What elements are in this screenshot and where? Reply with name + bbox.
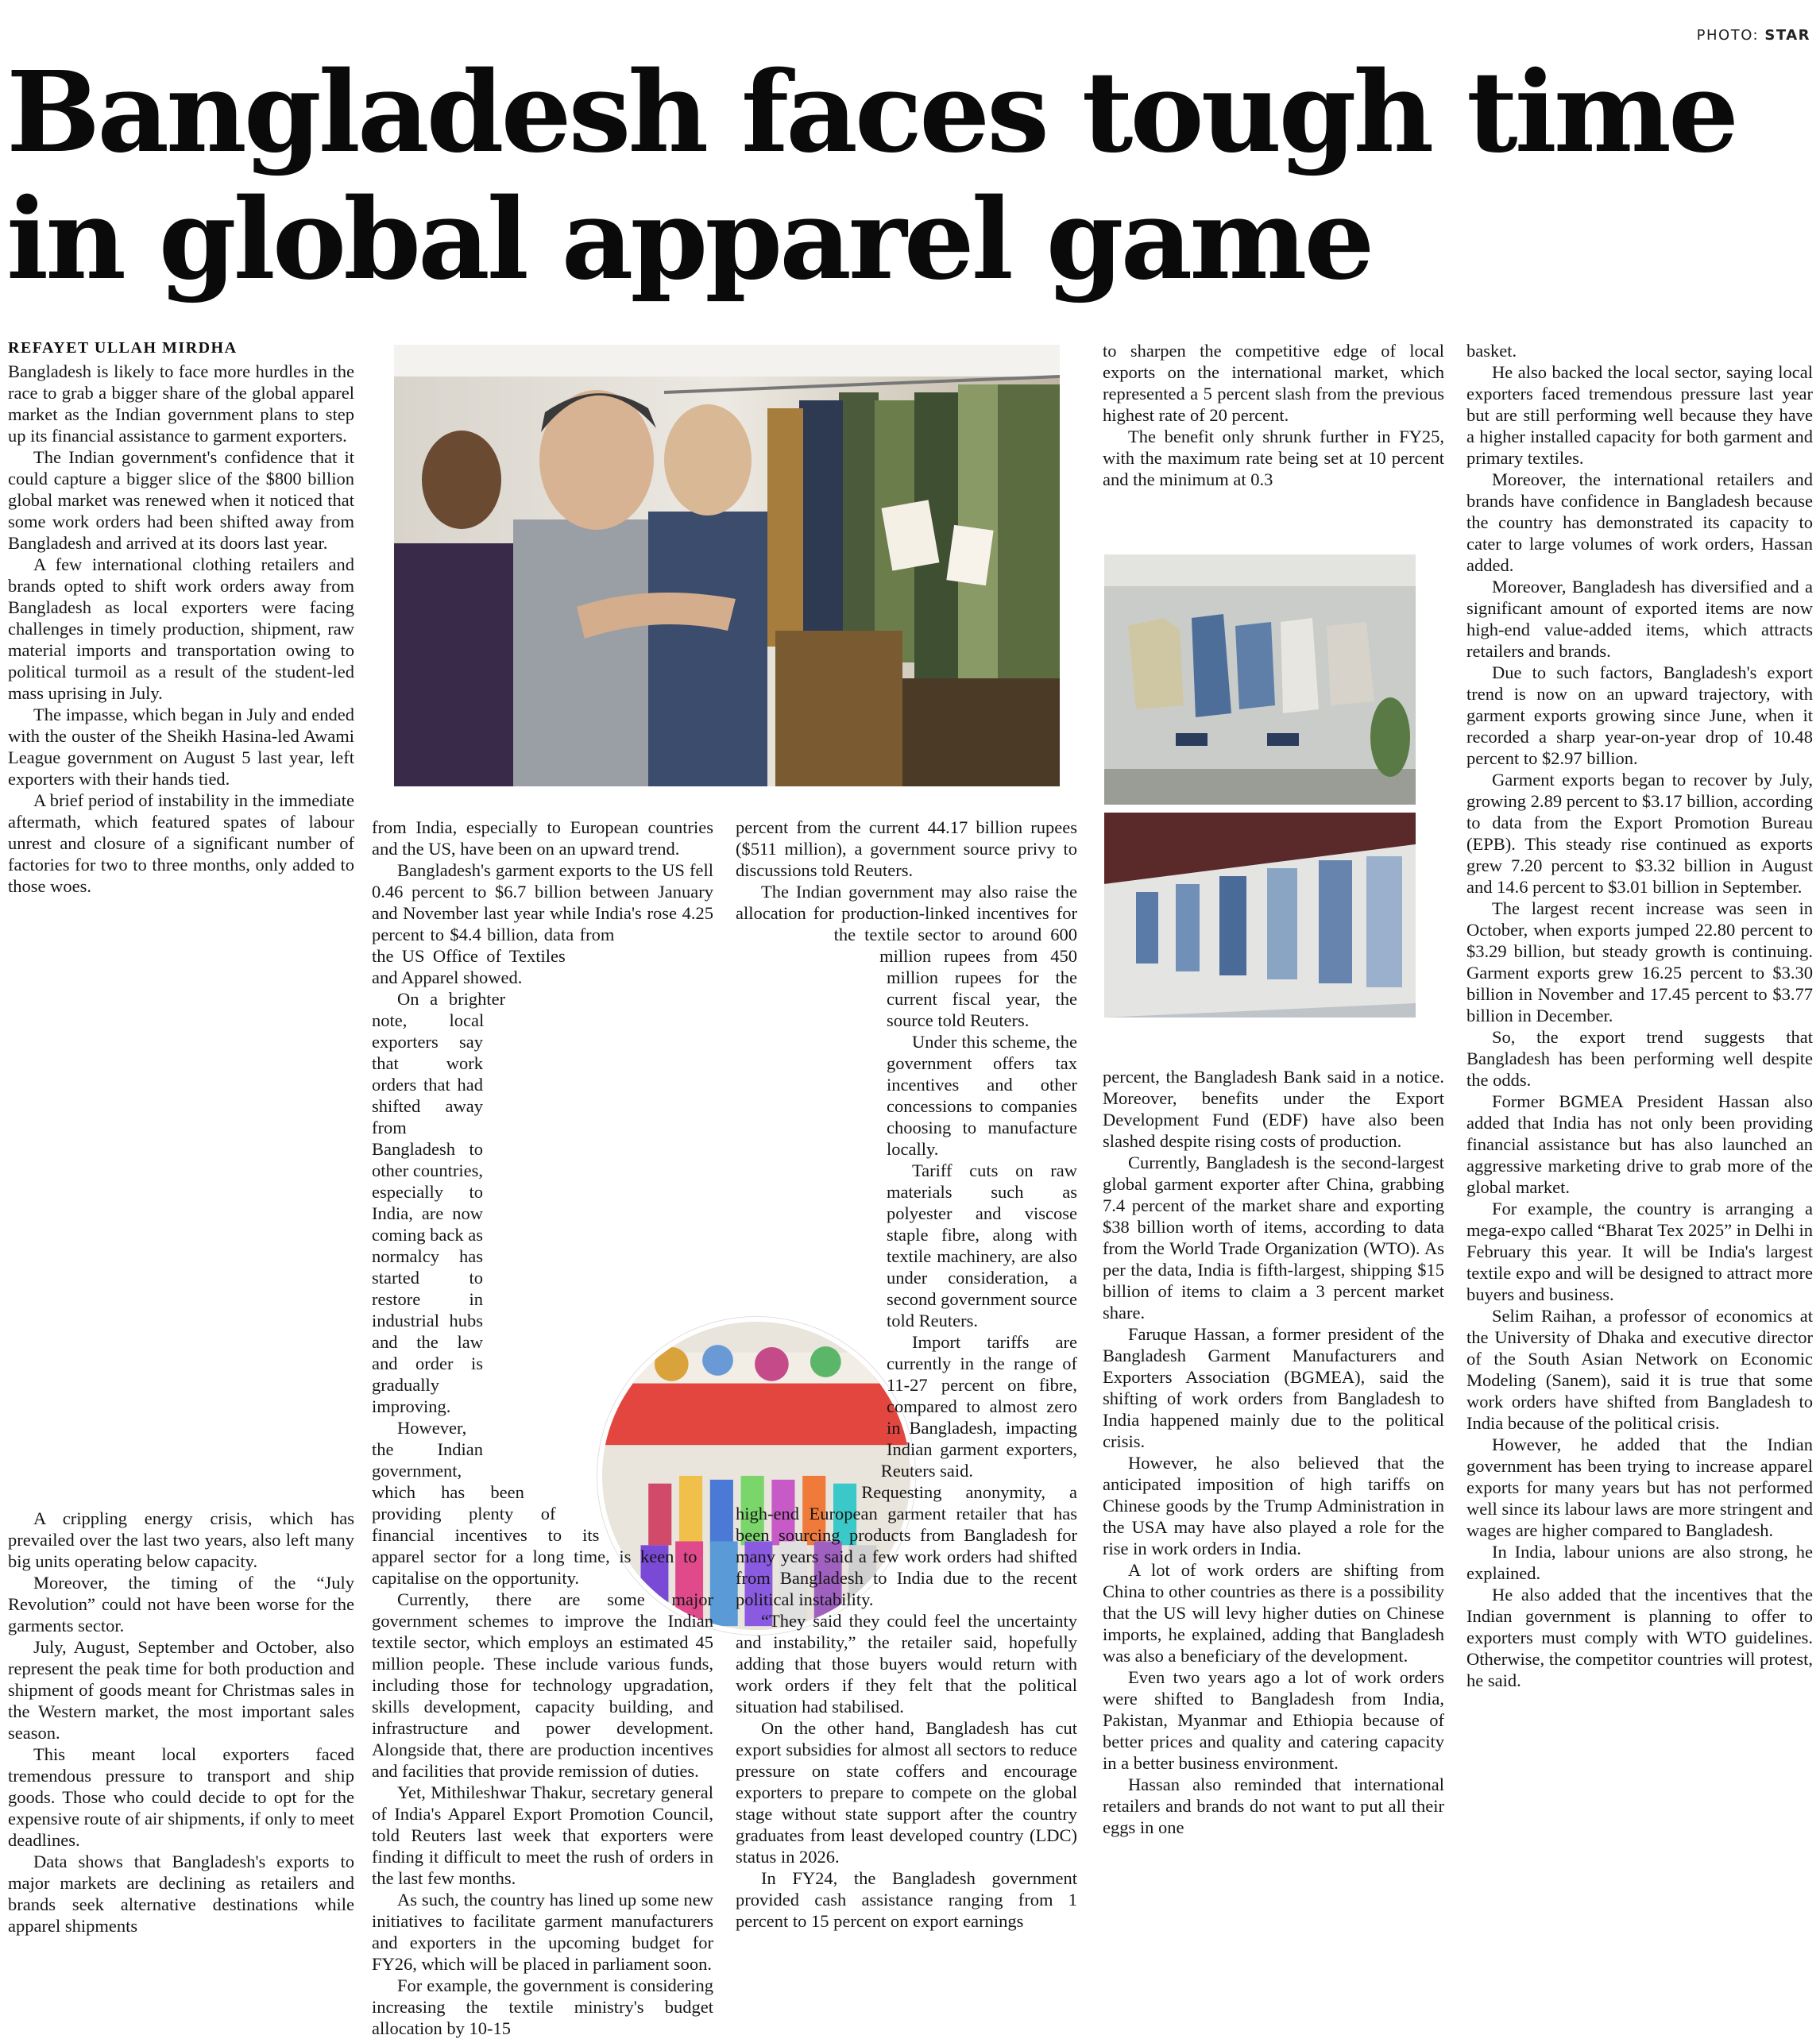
paragraph: Currently, there are some major government schemes to improve the Indian textile sector, which employs an estimated 45 million people. These include various funds, including those for technology upgradation, skills development, capacity building, and infrastructure and power development. Alongside that, there are production incentives and facilities that provide remission of duties. [372,1589,713,1781]
paragraph: For example, the country is arranging a mega-expo called “Bharat Tex 2025” in Delhi in February this year. It will be India's largest textile expo and will be designed to attract more buyers and business. [1466,1199,1813,1304]
paragraph: Moreover, the timing of the “July Revolution” could not have been worse for the garments sector. [8,1573,354,1635]
paragraph: He also added that the incentives that the Indian government is planning to offer to exporters must comply with WTO guidelines. Otherwise, the competitor countries will protest, he said. [1466,1585,1813,1690]
paragraph: Due to such factors, Bangladesh's export trend is now on an upward trajectory, with garment exports growing since June, when it recorded a sharp year-on-year drop of 10.48 percent to $2.97 billion. [1466,662,1813,768]
paragraph: A crippling energy crisis, which has prevailed over the last two years, also left many big units operating below capacity. [8,1508,354,1571]
paragraph: A few international clothing retailers and brands opted to shift work orders away from Bangladesh as local exporters were facing challenges in timely production, shipment, raw material imports and transportation owing to political turmoil as a result of the student-led mass uprising in July. [8,554,354,703]
paragraph: A lot of work orders are shifting from China to other countries as there is a possibility that the US will levy higher duties on Chinese imports, he explained, adding that Bangladesh was also a beneficiary of the development. [1103,1560,1444,1666]
photo-credit: PHOTO: STAR [1696,27,1810,44]
exhibition-photo-garments [1104,554,1416,805]
paragraph: July, August, September and October, also represent the peak time for both production and shipment of goods meant for Christmas sales in the Western market, the most important sales season. [8,1637,354,1743]
paragraph: Tariff cuts on raw materials such as polyester and viscose staple fibre, along with textile machinery, are also under consideration, a second government source told Reuters. [887,1160,1077,1330]
column-5 [1466,340,1813,1691]
column-2 [372,817,713,2039]
paragraph: The Indian government may also raise the allocation for production-linked incentives for the textile sector to around 600 million rupees from 450 million rupees for the current fiscal year, the source told Reuters. [736,882,1077,1030]
paragraph: On the other hand, Bangladesh has cut export subsidies for almost all sectors to reduce pressure on state coffers and encourage exporters to prepare to compete on the global stage without state support after the country graduates from least developed country (LDC) status in 2026. [736,1718,1077,1867]
column-1-top [8,361,354,897]
paragraph: percent, the Bangladesh Bank said in a notice. Moreover, benefits under the Export Development Fund (EDF) have also been slashed despite rising costs of production. [1103,1067,1444,1151]
paragraph: For example, the government is considering increasing the textile ministry's budget allocation by 10-15 [372,1975,713,2038]
paragraph: In India, labour unions are also strong, he explained. [1466,1542,1813,1583]
exhibition-photo-jeans [1104,813,1416,1018]
paragraph: On a brighter note, local exporters say that work orders that had shifted away from Bangladesh to other countries, especially to India, are now coming back as normalcy has started to restore in industrial hubs and the law and order is gradually improving. [372,989,506,1416]
paragraph: So, the export trend suggests that Bangladesh has been performing well despite the odds. [1466,1027,1813,1090]
paragraph: Requesting anonymity, a high-end European garment retailer that has been sourcing products from Bangladesh for many years said a few work orders had shifted from Bangladesh to India due to the recent political instability. [736,1482,1077,1609]
headline: Bangladesh faces tough time in global apparel game [6,48,1737,305]
paragraph: Selim Raihan, a professor of economics at the University of Dhaka and executive director of the South Asian Network on Economic Modeling (Sanem), said it is true that some work orders have shifted from Bangladesh to India because of the political crisis. [1466,1306,1813,1433]
paragraph: to sharpen the competitive edge of local exports on the international market, which represented a 5 percent slash from the previous highest rate of 20 percent. [1103,341,1444,425]
paragraph: Faruque Hassan, a former president of the Bangladesh Garment Manufacturers and Exporters Association (BGMEA), said the shifting of work orders from Bangladesh to India happened mainly due to the political crisis. [1103,1324,1444,1451]
paragraph: Garment exports began to recover by July, growing 2.89 percent to $3.17 billion, according to data from the Export Promotion Bureau (EPB). This steady rise continued as exports grew 7.20 percent to $3.32 billion in August and 14.6 percent to $3.01 billion in September. [1466,770,1813,897]
paragraph: He also backed the local sector, saying local exporters faced tremendous pressure last year but are still performing well because they have a higher installed capacity for both garment and primary textiles. [1466,362,1813,468]
column-1-bottom [8,1508,354,1937]
paragraph: A brief period of instability in the immediate aftermath, which featured spates of labour unrest and closure of a significant number of factories for two to three months, only added to those woes. [8,790,354,896]
paragraph: The benefit only shrunk further in FY25, with the maximum rate being set at 10 percent and the minimum at 0.3 [1103,427,1444,489]
column-4-bottom [1103,1066,1444,1838]
paragraph: Moreover, Bangladesh has diversified and a significant amount of exported items are now high-end value-added items, which attracts retailers and brands. [1466,577,1813,661]
paragraph: In FY24, the Bangladesh government provided cash assistance ranging from 1 percent to 15 percent on export earnings [736,1868,1077,1931]
paragraph: However, he added that the Indian government has been trying to increase apparel exports for many years but has not performed well since its labour laws are more stringent and wages are higher compared to Bangladesh. [1466,1435,1813,1540]
paragraph: Import tariffs are currently in the range of 11-27 percent on fibre, compared to almost zero in Bangladesh, impacting Indian garment exporters, Reuters said. [880,1332,1077,1481]
paragraph: However, he also believed that the anticipated imposition of high tariffs on Chinese goods by the Trump Administration in the USA may have also played a role for the rise in work orders in India. [1103,1453,1444,1558]
paragraph: Moreover, the international retailers and brands have confidence in Bangladesh because the country has demonstrated its capacity to cater to large volumes of work orders, Hassan added. [1466,469,1813,575]
paragraph: Former BGMEA President Hassan also added that India has not only been providing financial assistance but has also launched an aggressive marketing drive to grab more of the global market. [1466,1091,1813,1197]
paragraph: Under this scheme, the government offers tax incentives and other concessions to companies choosing to manufacture locally. [887,1032,1077,1159]
paragraph: percent from the current 44.17 billion rupees ($511 million), a government source privy to discussions told Reuters. [736,817,1077,880]
byline: REFAYET ULLAH MIRDHA [8,339,238,357]
paragraph: Currently, Bangladesh is the second-largest global garment exporter after China, grabbing 7.4 percent of the market share and exporting $38 billion worth of items, according to data from the World Trade Organization (WTO). As per the data, India is fifth-largest, shipping $15 billion of items to claim a 3 percent market share. [1103,1153,1444,1323]
paragraph: basket. [1466,341,1517,361]
paragraph: Bangladesh's garment exports to the US fell 0.46 percent to $6.7 billion between January and November last year while India's rose 4.25 percent to $4.4 billion, data from the US Office of Textiles and Apparel showed. [372,860,713,987]
paragraph: Data shows that Bangladesh's exports to major markets are declining as retailers and brands seek alternative destinations while apparel shipments [8,1852,354,1936]
paragraph: “They said they could feel the uncertainty and instability,” the retailer said, hopefully adding that those buyers would return with work orders if they felt that the political situation had stabilised. [736,1611,1077,1717]
paragraph: The Indian government's confidence that it could capture a bigger slice of the $800 billion global market was renewed when it noticed that some work orders had been shifted away from Bangladesh and arrived at its doors last year. [8,447,354,553]
paragraph: Yet, Mithileshwar Thakur, secretary general of India's Apparel Export Promotion Council, told Reuters last week that exporters were finding it difficult to meet the rush of orders in the last few months. [372,1782,713,1888]
paragraph: Bangladesh is likely to face more hurdles in the race to grab a bigger share of the global apparel market as the Indian government plans to step up its financial assistance to garment exporters. [8,361,354,446]
paragraph: from India, especially to European countries and the US, have been on an upward trend. [372,817,713,859]
column-3 [736,817,1077,1932]
column-4-top [1103,340,1444,490]
paragraph: This meant local exporters faced tremendous pressure to transport and ship goods. Those who could decide to opt for the expensive route of air shipments, if only to meet deadlines. [8,1744,354,1850]
paragraph: The largest recent increase was seen in October, when exports jumped 22.80 percent to $3.29 billion, but steady growth is continuing. Garment exports grew 16.25 percent to $3.30 billion in November and 17.45 percent to $3.77 billion in December. [1466,898,1813,1025]
paragraph: Hassan also reminded that international retailers and brands do not want to put all their eggs in one [1103,1774,1444,1837]
paragraph: However, the Indian government, which has been providing plenty of financial incentives to its apparel sector for a long time, is keen to capitalise on the opportunity. [372,1418,697,1588]
main-photo-garment-shoppers [394,345,1060,786]
paragraph: As such, the country has lined up some new initiatives to facilitate garment manufacturers and exporters in the upcoming budget for FY26, which will be placed in parliament soon. [372,1890,713,1974]
paragraph: The impasse, which began in July and ended with the ouster of the Sheikh Hasina-led Awami League government on August 5 last year, left exporters with their hands tied. [8,705,354,789]
paragraph: Even two years ago a lot of work orders were shifted to Bangladesh from India, Pakistan, Myanmar and Ethiopia because of better prices and quality and catering capacity in a better business environment. [1103,1667,1444,1773]
